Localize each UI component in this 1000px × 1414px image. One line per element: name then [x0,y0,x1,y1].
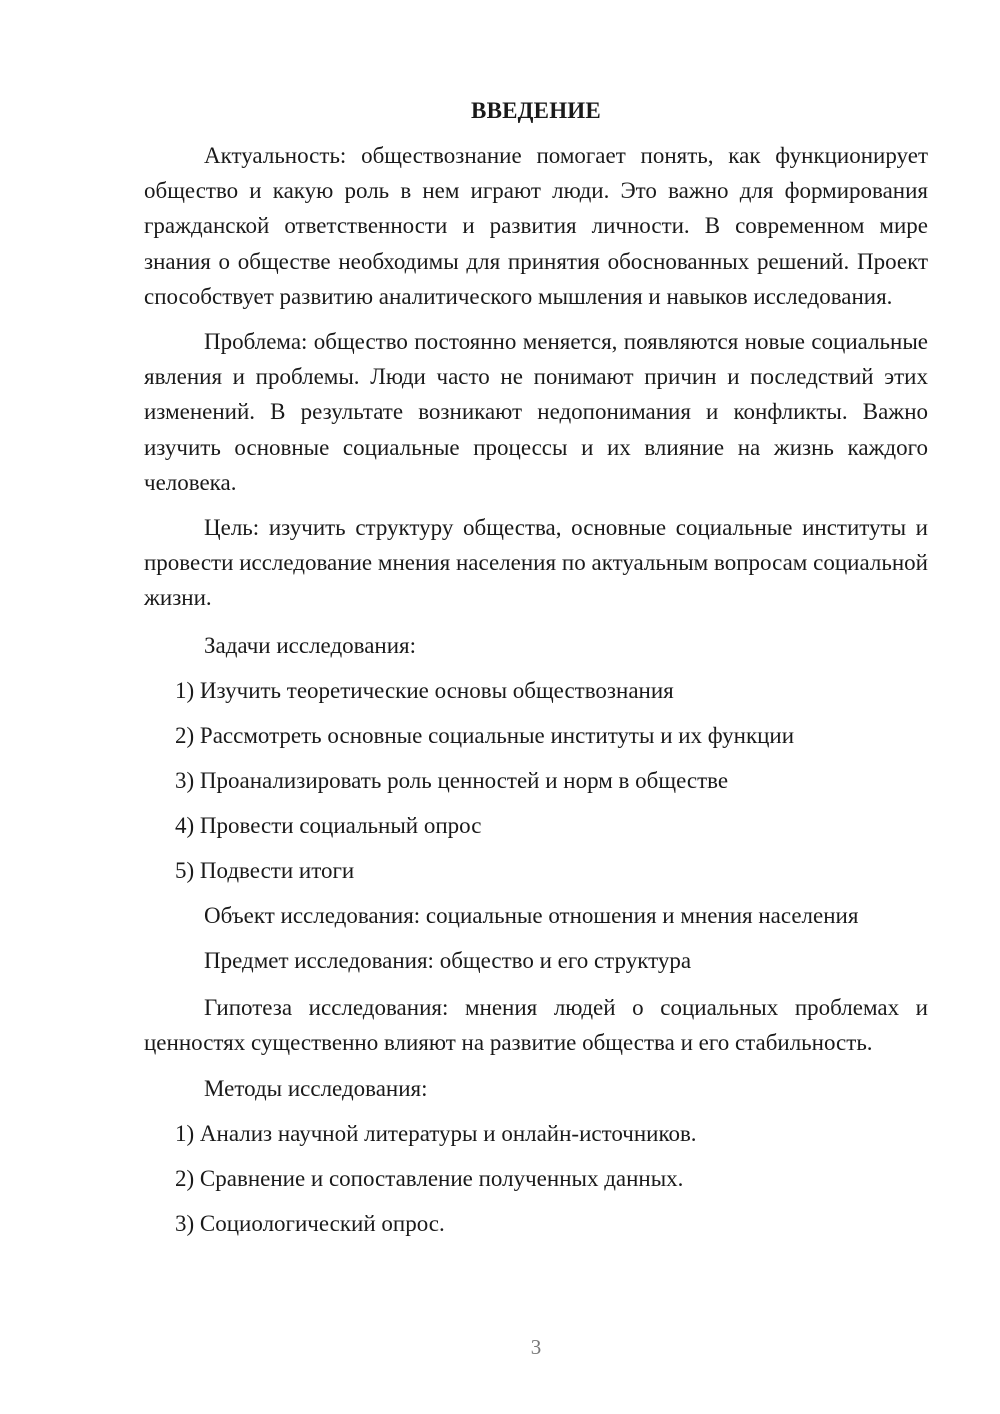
methods-heading: Методы исследования: [204,1076,428,1102]
problem-paragraph: Проблема: общество постоянно меняется, появляются новые социальные явления и проблемы. Люди часто не понимают причин и последствий этих изменений. В результате возникают недопонимания и конфликты. Важно изучить основные социальные процессы и их влияние на жизнь каждого человека. [144,329,928,495]
page-content [144,96,928,1240]
goal-paragraph: Цель: изучить структуру общества, основные социальные институты и провести исследование мнения населения по актуальным вопросам социальной жизни. [144,515,928,611]
list-item: 5) Подвести итоги [175,857,355,883]
hypothesis-paragraph: Гипотеза исследования: мнения людей о социальных проблемах и ценностях существенно влияют на развитие общества и его стабильность. [144,994,928,1055]
tasks-heading: Задачи исследования: [204,632,417,658]
subject-line: Предмет исследования: общество и его структура [204,947,692,973]
list-item: 1) Изучить теоретические основы обществознания [175,677,674,703]
list-item: 4) Провести социальный опрос [175,812,482,838]
list-item: 2) Рассмотреть основные социальные институты и их функции [175,722,795,748]
object-line: Объект исследования: социальные отношения и мнения населения [204,902,859,928]
page-number: 3 [530,1335,542,1359]
list-item: 3) Социологический опрос. [175,1211,445,1237]
page-title: ВВЕДЕНИЕ [471,98,601,123]
list-item: 3) Проанализировать роль ценностей и норм в обществе [175,767,729,793]
methods-list [144,1118,928,1240]
list-item: 2) Сравнение и сопоставление полученных данных. [175,1166,684,1192]
tasks-list [144,675,928,887]
list-item: 1) Анализ научной литературы и онлайн-источников. [175,1121,697,1147]
relevance-paragraph: Актуальность: обществознание помогает понять, как функционирует общество и какую роль в нем играют люди. Это важно для формирования гражданской ответственности и развития личности. В современном мире знания о обществе необходимы для принятия обоснованных решений. Проект способствует развитию аналитического мышления и навыков исследования. [144,143,928,309]
